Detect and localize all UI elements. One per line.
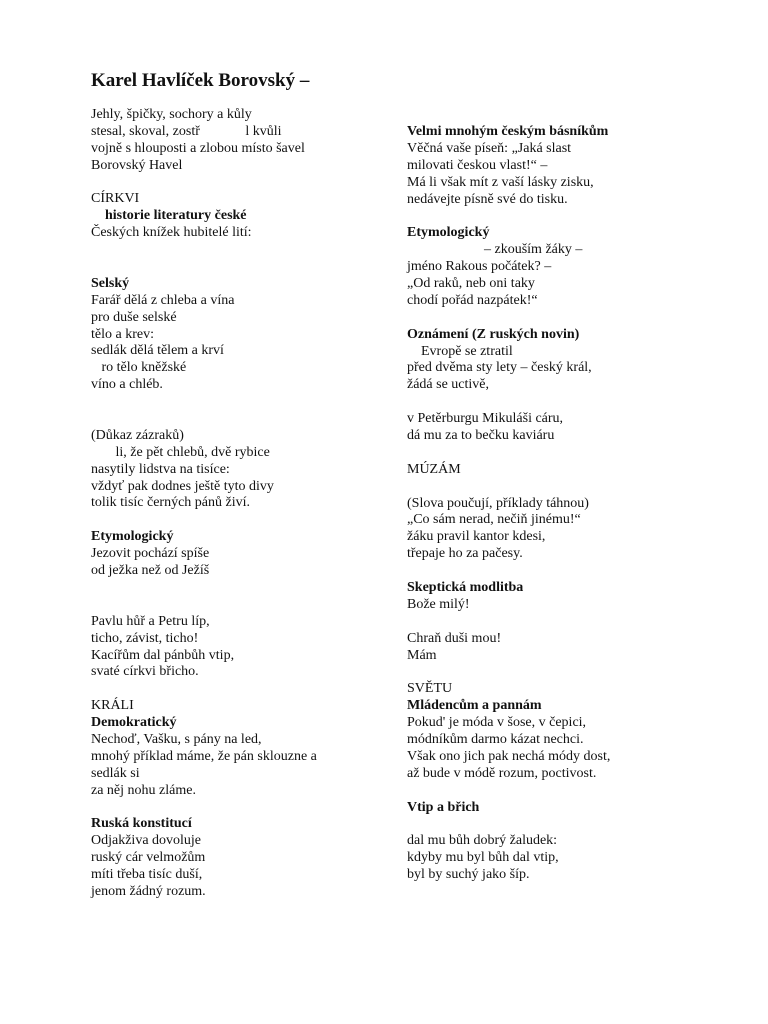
text-line: jméno Rakous počátek? – [407, 259, 552, 275]
text-line: MÚZÁM [407, 461, 461, 477]
text-line: Má li však mít z vaší lásky zisku, [407, 174, 594, 190]
text-line: (Slova poučují, příklady táhnou) [407, 495, 589, 511]
text-line: jenom žádný rozum. [91, 883, 206, 899]
heading-line: Etymologický [407, 225, 490, 241]
text-line: nedávejte písně své do tisku. [407, 191, 568, 207]
heading-line: historie literatury české [91, 208, 247, 224]
text-line: třepaje ho za pačesy. [407, 546, 523, 562]
text-line: chodí pořád nazpátek!“ [407, 292, 538, 308]
text-line: Mám [407, 647, 437, 663]
text-line: módníkům darmo kázat nechci. [407, 732, 584, 748]
text-line: mnohý příklad máme, že pán sklouzne a [91, 748, 317, 764]
text-line: Českých knížek hubitelé lití: [91, 225, 252, 241]
text-line: Evropě se ztratil [407, 343, 513, 359]
text-line: Odjakživa dovoluje [91, 833, 202, 849]
text-line: Jezovit pochází spíše [91, 546, 210, 562]
text-line: svaté církvi břicho. [91, 664, 199, 680]
heading-line: Oznámení (Z ruských novin) [407, 326, 580, 342]
text-line: „Co sám nerad, nečiň jinému!“ [407, 512, 581, 528]
text-line: kdyby mu byl bůh dal vtip, [407, 850, 559, 866]
text-line: KRÁLI [91, 698, 134, 714]
blank-line [91, 175, 391, 192]
heading-line: Etymologický [91, 529, 174, 545]
text-line: tělo a krev: [91, 326, 154, 342]
text-line: pro duše selské [91, 309, 177, 325]
blank-line [407, 665, 727, 682]
blank-line [91, 580, 391, 597]
blank-line [407, 394, 727, 411]
text-line: Bože milý! [407, 596, 470, 612]
text-line: žádá se uctivě, [407, 377, 490, 393]
text-line: Chraň duši mou! [407, 630, 502, 646]
text-line: Věčná vaše píseň: „Jaká slast [407, 140, 572, 156]
text-line: Pokud' je móda v šose, v čepici, [407, 715, 587, 731]
right-text-column [407, 124, 727, 884]
blank-line [407, 783, 727, 800]
text-line: dal mu bůh dobrý žaludek: [407, 833, 558, 849]
blank-line [91, 597, 391, 614]
text-line: za něj nohu zláme. [91, 782, 196, 798]
text-line: stesal, skoval, zostř l kvůli [91, 123, 282, 139]
heading-line: Selský [91, 275, 130, 291]
left-text-column [91, 107, 391, 901]
text-line: tolik tisíc černých pánů živí. [91, 495, 251, 511]
blank-line [91, 242, 391, 259]
text-line: dá mu za to bečku kaviáru [407, 428, 555, 444]
text-line: SVĚTU [407, 681, 453, 697]
blank-line [407, 310, 727, 327]
text-line: Farář dělá z chleba a vína [91, 292, 235, 308]
blank-line [407, 817, 727, 834]
text-line: míti třeba tisíc duší, [91, 867, 203, 883]
heading-line: Skeptická modlitba [407, 580, 524, 596]
text-line: Pavlu hůř a Petru líp, [91, 613, 210, 629]
blank-line [91, 512, 391, 529]
text-line: Však ono jich pak nechá módy dost, [407, 748, 611, 764]
text-line: nasytily lidstva na tisíce: [91, 461, 230, 477]
heading-line: Mládencům a pannám [407, 698, 542, 714]
text-line: od ježka než od Ježíš [91, 563, 210, 579]
blank-line [407, 445, 727, 462]
blank-line [91, 259, 391, 276]
blank-line [91, 394, 391, 411]
text-line: v Petěrburgu Mikuláši cáru, [407, 411, 564, 427]
text-line: Nechoď, Vašku, s pány na led, [91, 731, 262, 747]
text-line: Jehly, špičky, sochory a kůly [91, 107, 252, 122]
text-line: víno a chléb. [91, 377, 163, 393]
text-line: žáku pravil kantor kdesi, [407, 529, 546, 545]
blank-line [91, 800, 391, 817]
blank-line [91, 411, 391, 428]
text-line: (Důkaz zázraků) [91, 427, 184, 443]
heading-line: Demokratický [91, 715, 177, 731]
heading-line: Velmi mnohým českým básníkům [407, 124, 609, 139]
page-title: Karel Havlíček Borovský – [91, 70, 310, 91]
blank-line [407, 614, 727, 631]
text-line: ticho, závist, ticho! [91, 630, 199, 646]
heading-line: Vtip a břich [407, 799, 480, 815]
blank-line [91, 681, 391, 698]
text-line: Kacířům dal pánbůh vtip, [91, 647, 235, 663]
blank-line [407, 563, 727, 580]
text-line: před dvěma sty lety – český král, [407, 360, 592, 376]
heading-line: Ruská konstitucí [91, 816, 192, 832]
text-line: vždyť pak dodnes ještě tyto divy [91, 478, 274, 494]
text-line: vojně s hlouposti a zlobou místo šavel [91, 140, 305, 156]
text-line: Borovský Havel [91, 157, 183, 173]
text-line: milovati českou vlast!“ – [407, 157, 548, 173]
text-line: „Od raků, neb oni taky [407, 276, 535, 292]
blank-line [407, 479, 727, 496]
text-line: byl by suchý jako šíp. [407, 867, 530, 883]
text-line: sedlák si [91, 765, 140, 781]
text-line: ruský cár velmožům [91, 850, 206, 866]
text-line: až bude v módě rozum, poctivost. [407, 765, 597, 781]
text-line: ro tělo kněžské [91, 360, 187, 376]
blank-line [407, 208, 727, 225]
text-line: – zkouším žáky – [407, 242, 583, 258]
text-line: sedlák dělá tělem a krví [91, 343, 224, 359]
text-line: CÍRKVI [91, 191, 140, 207]
text-line: li, že pět chlebů, dvě rybice [91, 444, 270, 460]
